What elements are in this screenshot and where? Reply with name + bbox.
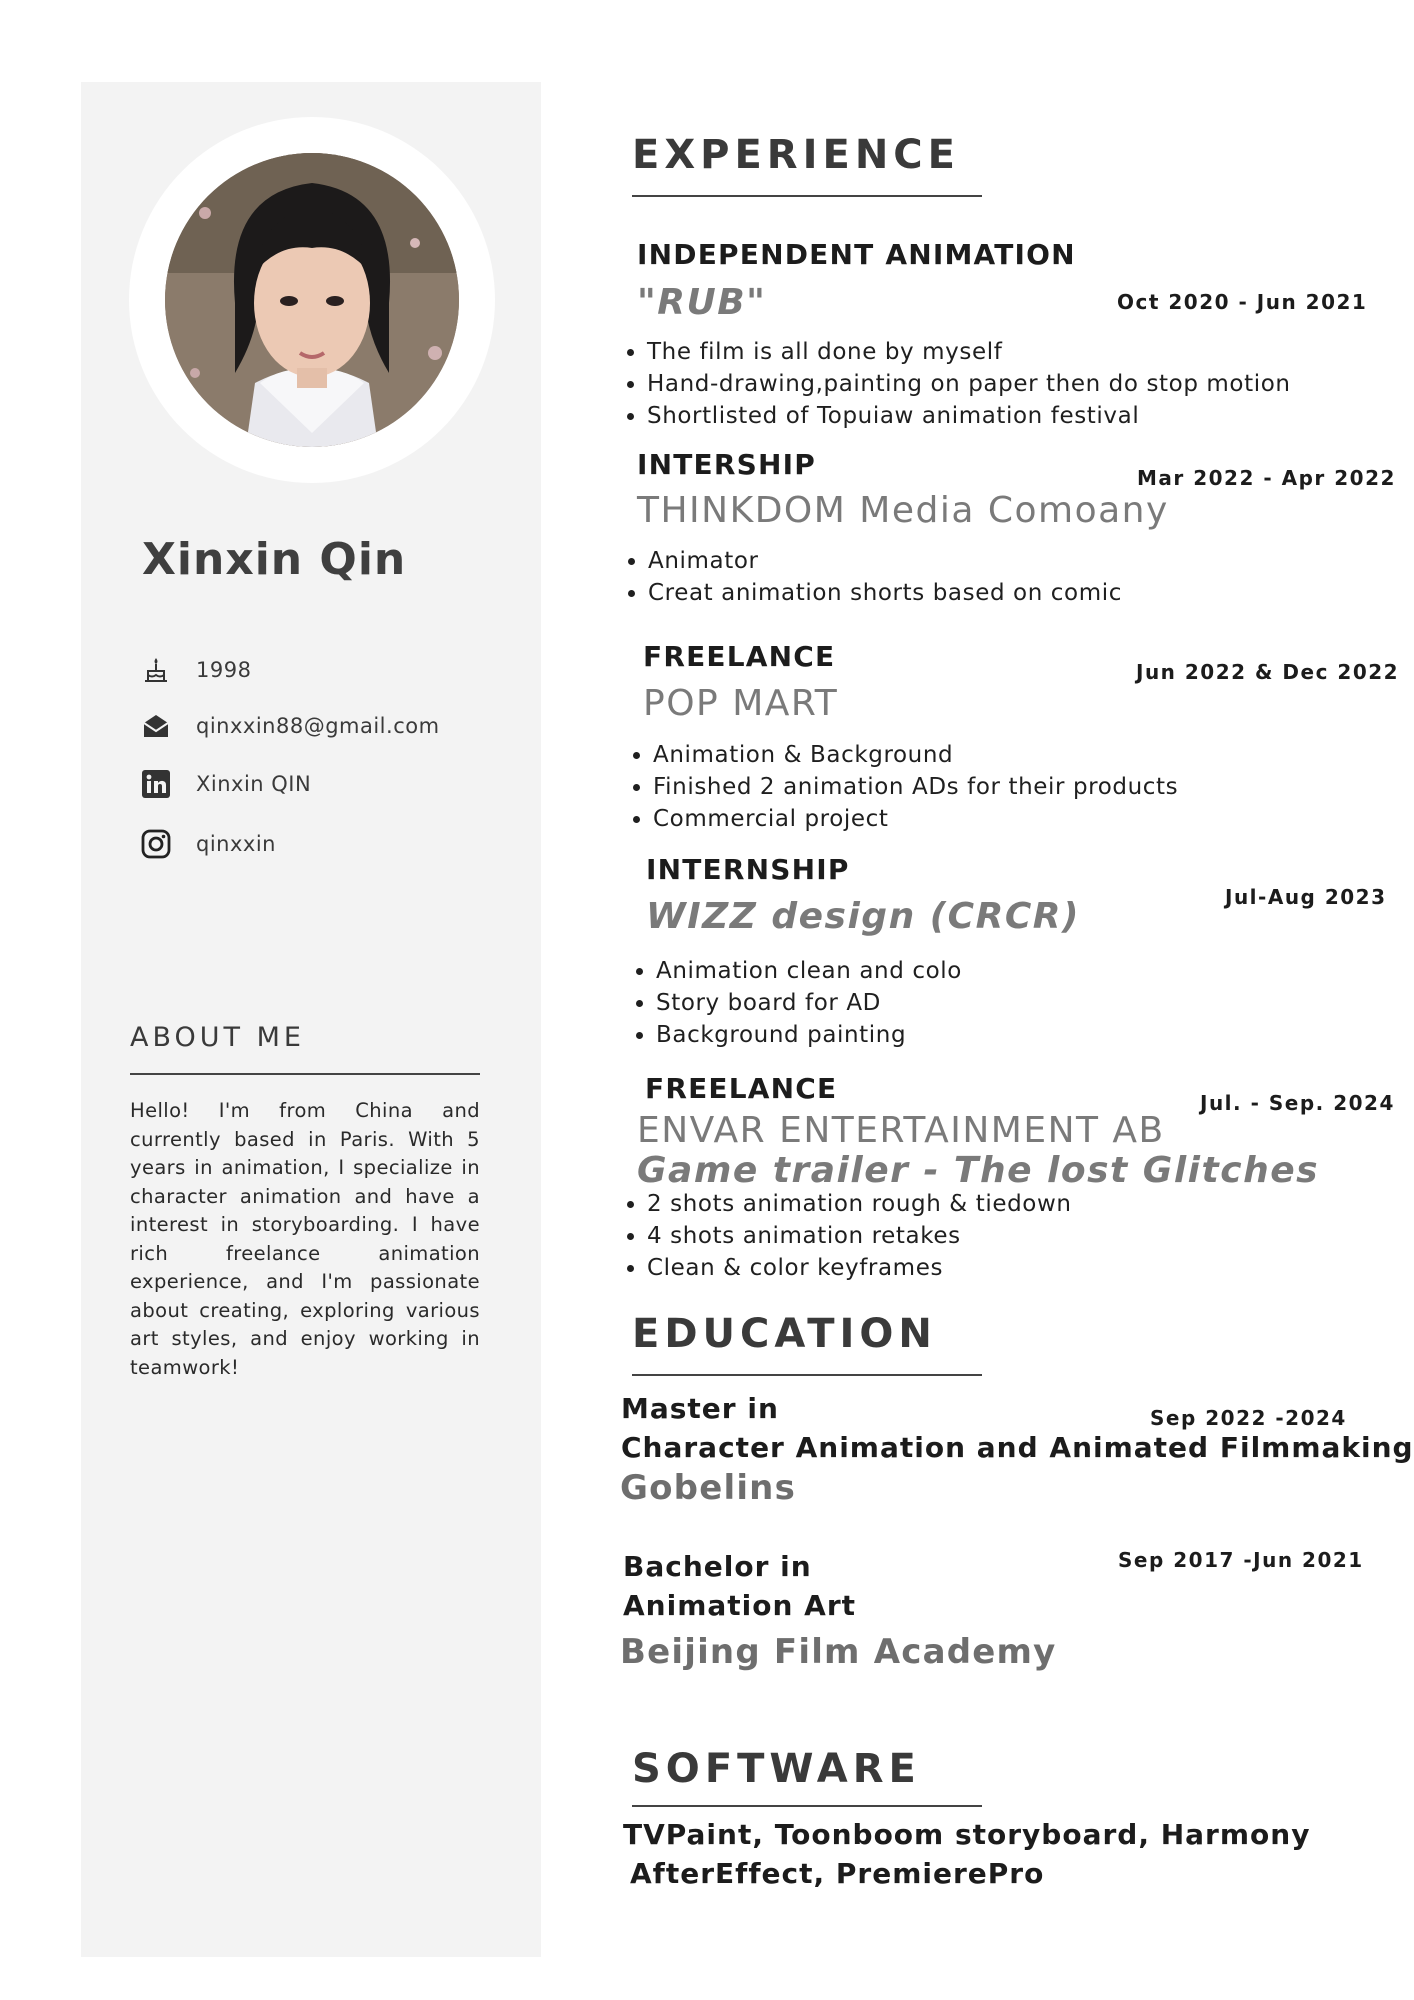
education-degree-line2: Animation Art [623,1589,857,1622]
about-heading: ABOUT ME [130,1022,305,1053]
instagram-icon [138,826,174,862]
list-item: • The film is all done by myself [647,336,1291,368]
experience-date: Jun 2022 & Dec 2022 [1136,660,1400,684]
education-heading: EDUCATION [632,1311,937,1357]
contact-email[interactable] [138,708,440,744]
experience-date: Mar 2022 - Apr 2022 [1137,466,1396,490]
contact-linkedin[interactable] [138,766,311,802]
experience-role: INTERNSHIP [646,853,850,886]
education-date: Sep 2022 -2024 [1150,1406,1347,1430]
experience-date: Jul-Aug 2023 [1225,885,1387,909]
envelope-icon [138,708,174,744]
contact-instagram[interactable] [138,826,276,862]
experience-company: POP MART [643,683,839,724]
about-divider [130,1073,480,1075]
email-text[interactable]: qinxxin88@gmail.com [196,714,440,738]
experience-company: ENVAR ENTERTAINMENT AB [637,1110,1165,1151]
education-degree-line1: Master in [621,1392,779,1425]
software-line2: AfterEffect, PremierePro [630,1857,1045,1890]
list-item: • 2 shots animation rough & tiedown [647,1188,1072,1220]
experience-bullets [617,1188,1072,1284]
experience-company: WIZZ design (CRCR) [646,896,1080,937]
education-school: Beijing Film Academy [620,1632,1057,1672]
education-degree-line1: Bachelor in [623,1550,812,1583]
education-degree-line2: Character Animation and Animated Filmmaking [621,1431,1414,1464]
experience-role: INDEPENDENT ANIMATION [637,238,1076,271]
experience-company: "RUB" [637,282,767,323]
education-divider [632,1374,982,1376]
list-item: • 4 shots animation retakes [647,1220,1072,1252]
contact-birth-year [138,652,251,688]
education-date: Sep 2017 -Jun 2021 [1118,1548,1364,1572]
experience-bullets [626,955,962,1051]
list-item: • Commercial project [653,803,1178,835]
list-item: • Story board for AD [656,987,962,1019]
linkedin-text[interactable]: Xinxin QIN [196,772,312,796]
experience-role: FREELANCE [645,1072,838,1105]
list-item: • Animation & Background [653,739,1178,771]
experience-heading: EXPERIENCE [632,132,960,178]
list-item: • Creat animation shorts based on comic [648,577,1122,609]
software-line1: TVPaint, Toonboom storyboard, Harmony [623,1818,1311,1851]
instagram-text[interactable]: qinxxin [196,832,276,856]
education-school: Gobelins [620,1468,797,1508]
list-item: • Animator [648,545,1122,577]
experience-date: Oct 2020 - Jun 2021 [1117,290,1368,314]
list-item: • Clean & color keyframes [647,1252,1072,1284]
birth-year-text: 1998 [196,658,252,682]
experience-role: FREELANCE [643,640,836,673]
about-text: Hello! I'm from China and currently based in Paris. With 5 years in animation, I specialize in character animation and have a interest in storyboarding. I have rich freelance animation experience, and I'm passionate about creating, exploring various art styles, and enjoy working in teamwork! [130,1099,480,1379]
list-item: • Hand-drawing,painting on paper then do stop motion [647,368,1291,400]
experience-bullets [617,336,1291,432]
profile-photo [165,153,459,447]
software-divider [632,1805,982,1807]
list-item: • Animation clean and colo [656,955,962,987]
birthday-cake-icon [138,652,174,688]
software-heading: SOFTWARE [632,1746,921,1792]
profile-name: Xinxin Qin [142,534,407,585]
list-item: • Shortlisted of Topuiaw animation festival [647,400,1291,432]
experience-company: THINKDOM Media Comoany [637,490,1169,531]
experience-bullets [618,545,1122,609]
linkedin-icon [138,766,174,802]
list-item: • Finished 2 animation ADs for their products [653,771,1178,803]
experience-divider [632,195,982,197]
list-item: • Background painting [656,1019,962,1051]
experience-subtitle: Game trailer - The lost Glitches [637,1150,1320,1191]
experience-bullets [623,739,1178,835]
experience-date: Jul. - Sep. 2024 [1200,1091,1395,1115]
experience-role: INTERSHIP [637,448,816,481]
